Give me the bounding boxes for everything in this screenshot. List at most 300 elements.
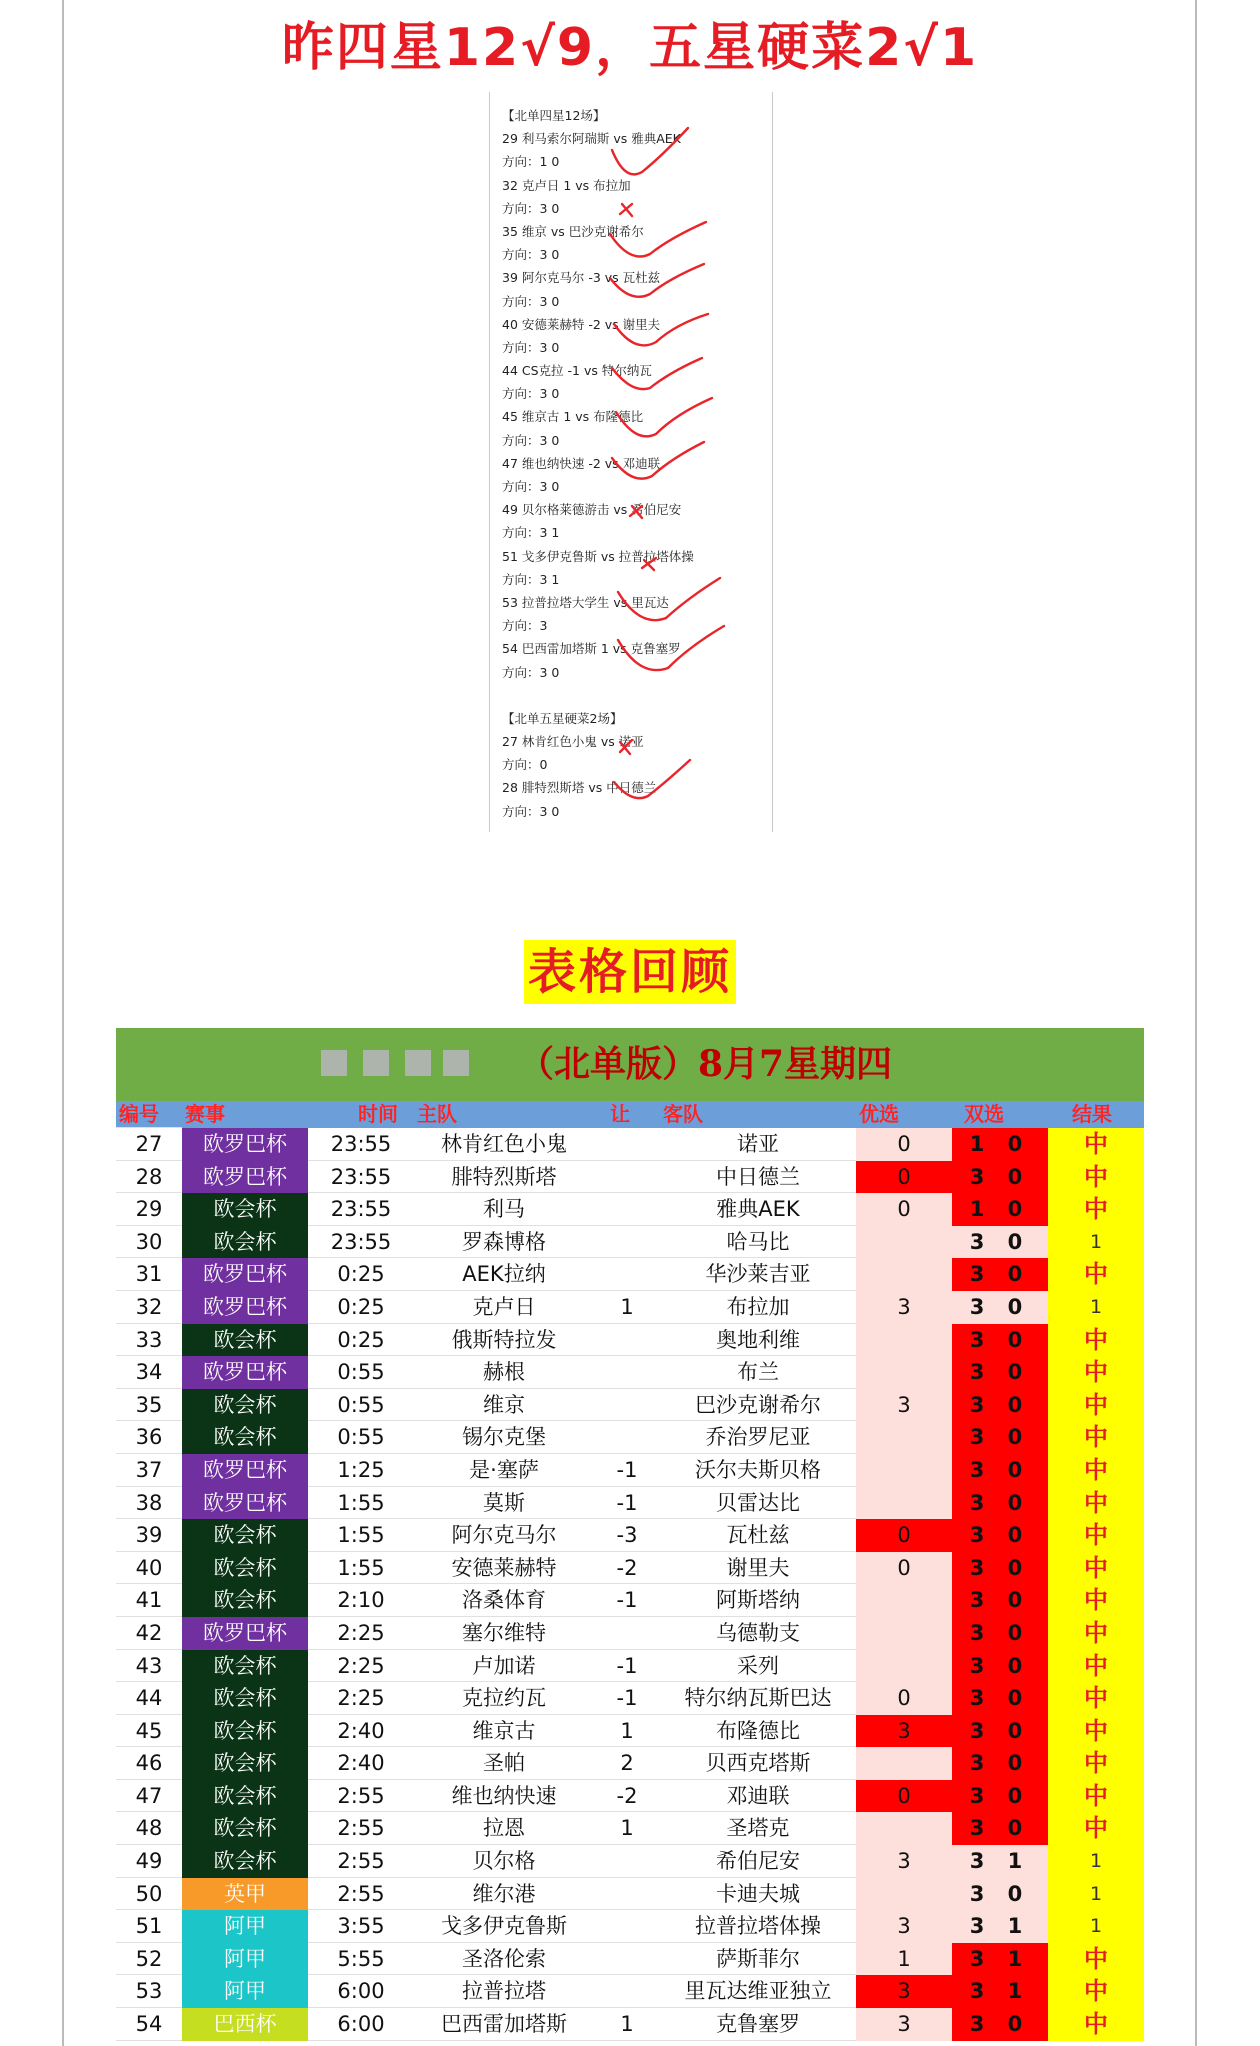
cell-event: 阿甲 xyxy=(182,1943,308,1976)
cell-event: 欧会杯 xyxy=(182,1324,308,1357)
cell-pick xyxy=(856,1324,952,1357)
header-no: 编号 xyxy=(116,1101,182,1128)
table-row xyxy=(116,1552,1144,1585)
cell-home-team: 卢加诺 xyxy=(414,1650,594,1683)
cell-result: 中 xyxy=(1048,1161,1144,1194)
cell-double-pick: 3 0 xyxy=(952,2008,1048,2041)
cell-handicap: -1 xyxy=(594,1682,660,1715)
cell-result: 1 xyxy=(1048,1291,1144,1324)
cell-double-pick: 3 1 xyxy=(952,1943,1048,1976)
cell-pick: 1 xyxy=(856,1943,952,1976)
note-line: 28 腓特烈斯塔 vs 中日德兰 xyxy=(502,780,657,796)
note-line: 方向：3 0 xyxy=(502,803,560,819)
cell-number: 43 xyxy=(116,1650,182,1683)
cell-away-team: 希伯尼安 xyxy=(660,1845,856,1878)
cell-away-team: 邓迪联 xyxy=(660,1780,856,1813)
cell-number: 52 xyxy=(116,1943,182,1976)
cell-away-team: 哈马比 xyxy=(660,1226,856,1259)
table-row xyxy=(116,1975,1144,2008)
cell-handicap: 2 xyxy=(594,1747,660,1780)
cell-handicap xyxy=(594,1356,660,1389)
cell-handicap xyxy=(594,1617,660,1650)
cell-result: 中 xyxy=(1048,1258,1144,1291)
note-line: 35 维京 vs 巴沙克谢希尔 xyxy=(502,223,644,239)
cell-time: 1:55 xyxy=(308,1519,414,1552)
cell-number: 31 xyxy=(116,1258,182,1291)
cell-number: 42 xyxy=(116,1617,182,1650)
headline: 昨四星12√9，五星硬菜2√1 xyxy=(281,18,979,78)
cell-pick xyxy=(856,1617,952,1650)
header-away: 客队 xyxy=(663,1102,703,1126)
cell-time: 5:55 xyxy=(308,1943,414,1976)
cell-home-team: 腓特烈斯塔 xyxy=(414,1161,594,1194)
cell-handicap xyxy=(594,1975,660,2008)
table-row xyxy=(116,1291,1144,1324)
cell-handicap: 1 xyxy=(594,1715,660,1748)
table-row xyxy=(116,1747,1144,1780)
cell-time: 23:55 xyxy=(308,1161,414,1194)
cell-handicap: -3 xyxy=(594,1519,660,1552)
check-mark-icon xyxy=(612,358,702,389)
cell-time: 0:25 xyxy=(308,1258,414,1291)
cell-pick: 3 xyxy=(856,2008,952,2041)
note-line: 29 利马索尔阿瑞斯 vs 雅典AEK xyxy=(502,131,681,147)
cell-number: 54 xyxy=(116,2008,182,2041)
cell-away-team: 布隆德比 xyxy=(660,1715,856,1748)
cell-time: 0:25 xyxy=(308,1291,414,1324)
cell-double-pick: 3 0 xyxy=(952,1291,1048,1324)
note-line: 【北单五星硬菜2场】 xyxy=(502,710,623,726)
cell-number: 39 xyxy=(116,1519,182,1552)
cell-event: 欧罗巴杯 xyxy=(182,1487,308,1520)
cell-number: 45 xyxy=(116,1715,182,1748)
cell-handicap: -1 xyxy=(594,1584,660,1617)
cell-pick: 3 xyxy=(856,1291,952,1324)
table-row xyxy=(116,1128,1144,1161)
cell-pick xyxy=(856,1878,952,1911)
cell-event: 欧会杯 xyxy=(182,1845,308,1878)
table-row xyxy=(116,1617,1144,1650)
cell-home-team: 安德莱赫特 xyxy=(414,1552,594,1585)
cell-home-team: 维也纳快速 xyxy=(414,1780,594,1813)
cell-pick: 3 xyxy=(856,1845,952,1878)
note-line: 51 戈多伊克鲁斯 vs 拉普拉塔体操 xyxy=(502,548,694,564)
cell-result: 中 xyxy=(1048,2008,1144,2041)
cell-number: 32 xyxy=(116,1291,182,1324)
cell-home-team: AEK拉纳 xyxy=(414,1258,594,1291)
cell-double-pick: 3 0 xyxy=(952,1389,1048,1422)
cell-home-team: 林肯红色小鬼 xyxy=(414,1128,594,1161)
note-line: 方向：3 0 xyxy=(502,479,560,494)
cell-result: 中 xyxy=(1048,1975,1144,2008)
cell-event: 欧会杯 xyxy=(182,1715,308,1748)
cell-time: 2:55 xyxy=(308,1780,414,1813)
table-row xyxy=(116,1715,1144,1748)
note-line: 40 安德莱赫特 -2 vs 谢里夫 xyxy=(502,316,661,332)
cell-home-team: 拉恩 xyxy=(414,1812,594,1845)
cell-event: 英甲 xyxy=(182,1878,308,1911)
cell-away-team: 拉普拉塔体操 xyxy=(660,1910,856,1943)
header-home: 主队 xyxy=(417,1102,457,1126)
cell-event: 欧会杯 xyxy=(182,1812,308,1845)
cell-number: 33 xyxy=(116,1324,182,1357)
check-mark-icon xyxy=(618,626,724,670)
note-line: 【北单四星12场】 xyxy=(502,108,606,123)
header-pick: 优选 xyxy=(859,1102,899,1126)
cell-handicap xyxy=(594,1324,660,1357)
cell-away-team: 奥地利维 xyxy=(660,1324,856,1357)
note-line: 方向：3 0 xyxy=(502,664,560,680)
note-line: 49 贝尔格莱德游击 vs 希伯尼安 xyxy=(502,502,682,518)
note-line: 方向：3 1 xyxy=(502,525,560,541)
cell-time: 0:25 xyxy=(308,1324,414,1357)
table-row xyxy=(116,1519,1144,1552)
table-row xyxy=(116,1943,1144,1976)
cell-time: 2:40 xyxy=(308,1747,414,1780)
cell-result: 1 xyxy=(1048,1910,1144,1943)
cell-event: 巴西杯 xyxy=(182,2008,308,2041)
cell-number: 41 xyxy=(116,1584,182,1617)
cell-result: 中 xyxy=(1048,1552,1144,1585)
cell-number: 50 xyxy=(116,1878,182,1911)
cell-home-team: 圣帕 xyxy=(414,1747,594,1780)
cell-event: 欧罗巴杯 xyxy=(182,1128,308,1161)
cell-pick xyxy=(856,1356,952,1389)
cell-handicap: 1 xyxy=(594,1291,660,1324)
cell-home-team: 维京古 xyxy=(414,1715,594,1748)
cell-handicap xyxy=(594,1389,660,1422)
cell-event: 欧会杯 xyxy=(182,1193,308,1226)
cell-pick: 3 xyxy=(856,1975,952,2008)
cell-away-team: 里瓦达维亚独立 xyxy=(660,1975,856,2008)
cell-handicap xyxy=(594,1878,660,1911)
cell-time: 2:25 xyxy=(308,1682,414,1715)
table-row xyxy=(116,1910,1144,1943)
cell-handicap: 1 xyxy=(594,1812,660,1845)
header-result: 结果 xyxy=(1072,1102,1112,1126)
cell-result: 中 xyxy=(1048,1454,1144,1487)
cell-number: 34 xyxy=(116,1356,182,1389)
cell-time: 6:00 xyxy=(308,1975,414,2008)
cell-result: 中 xyxy=(1048,1487,1144,1520)
cell-number: 46 xyxy=(116,1747,182,1780)
cell-double-pick: 1 0 xyxy=(952,1128,1048,1161)
cell-event: 欧会杯 xyxy=(182,1421,308,1454)
cell-double-pick: 1 0 xyxy=(952,1193,1048,1226)
cell-pick: 3 xyxy=(856,1389,952,1422)
cell-home-team: 利马 xyxy=(414,1193,594,1226)
cell-double-pick: 3 0 xyxy=(952,1780,1048,1813)
cell-time: 1:25 xyxy=(308,1454,414,1487)
cell-pick xyxy=(856,1421,952,1454)
cell-home-team: 赫根 xyxy=(414,1356,594,1389)
cell-result: 1 xyxy=(1048,1845,1144,1878)
note-line: 方向：3 0 xyxy=(502,386,560,402)
cell-number: 37 xyxy=(116,1454,182,1487)
cell-home-team: 克卢日 xyxy=(414,1291,594,1324)
table-row xyxy=(116,1845,1144,1878)
cell-event: 欧会杯 xyxy=(182,1389,308,1422)
cell-pick xyxy=(856,1812,952,1845)
table-row xyxy=(116,1356,1144,1389)
cell-home-team: 塞尔维特 xyxy=(414,1617,594,1650)
note-line: 32 克卢日 1 vs 布拉加 xyxy=(502,177,631,193)
cell-double-pick: 3 0 xyxy=(952,1715,1048,1748)
cell-home-team: 锡尔克堡 xyxy=(414,1421,594,1454)
cell-handicap: -2 xyxy=(594,1552,660,1585)
cell-time: 3:55 xyxy=(308,1910,414,1943)
note-line: 45 维京古 1 vs 布隆德比 xyxy=(502,409,644,425)
cell-away-team: 布兰 xyxy=(660,1356,856,1389)
cell-time: 0:55 xyxy=(308,1389,414,1422)
cell-result: 中 xyxy=(1048,1650,1144,1683)
cell-double-pick: 3 0 xyxy=(952,1226,1048,1259)
table-row xyxy=(116,1584,1144,1617)
cell-handicap: -2 xyxy=(594,1780,660,1813)
cell-pick: 0 xyxy=(856,1193,952,1226)
cell-time: 2:10 xyxy=(308,1584,414,1617)
table-banner xyxy=(116,1028,1144,1101)
cell-time: 23:55 xyxy=(308,1226,414,1259)
cell-home-team: 俄斯特拉发 xyxy=(414,1324,594,1357)
left-border xyxy=(62,0,64,2046)
cell-event: 欧会杯 xyxy=(182,1552,308,1585)
cell-home-team: 贝尔格 xyxy=(414,1845,594,1878)
table-row xyxy=(116,1258,1144,1291)
cell-number: 40 xyxy=(116,1552,182,1585)
note-line: 53 拉普拉塔大学生 vs 里瓦达 xyxy=(502,594,669,610)
cross-mark-icon xyxy=(642,558,656,570)
cell-home-team: 莫斯 xyxy=(414,1487,594,1520)
review-title: 表格回顾 xyxy=(524,940,736,1004)
note-line: 方向：3 0 xyxy=(502,432,560,448)
cell-number: 51 xyxy=(116,1910,182,1943)
cell-away-team: 华沙莱吉亚 xyxy=(660,1258,856,1291)
table-row xyxy=(116,1878,1144,1911)
cell-double-pick: 3 0 xyxy=(952,1584,1048,1617)
cell-double-pick: 3 0 xyxy=(952,1421,1048,1454)
cell-result: 中 xyxy=(1048,1128,1144,1161)
cell-result: 中 xyxy=(1048,1421,1144,1454)
cell-result: 中 xyxy=(1048,1324,1144,1357)
cell-pick xyxy=(856,1454,952,1487)
check-mark-icon xyxy=(618,578,720,620)
cell-event: 欧会杯 xyxy=(182,1584,308,1617)
right-border xyxy=(1195,0,1197,2046)
cell-result: 中 xyxy=(1048,1617,1144,1650)
cell-away-team: 谢里夫 xyxy=(660,1552,856,1585)
cell-number: 30 xyxy=(116,1226,182,1259)
cell-home-team: 拉普拉塔 xyxy=(414,1975,594,2008)
cell-pick: 0 xyxy=(856,1780,952,1813)
cell-event: 欧罗巴杯 xyxy=(182,1161,308,1194)
cell-result: 中 xyxy=(1048,1193,1144,1226)
cell-number: 36 xyxy=(116,1421,182,1454)
cell-handicap xyxy=(594,1128,660,1161)
check-mark-icon xyxy=(616,398,712,436)
cell-pick: 0 xyxy=(856,1128,952,1161)
cell-double-pick: 3 0 xyxy=(952,1682,1048,1715)
cell-double-pick: 3 0 xyxy=(952,1519,1048,1552)
cell-result: 中 xyxy=(1048,1812,1144,1845)
cell-away-team: 阿斯塔纳 xyxy=(660,1584,856,1617)
note-line: 方向：1 0 xyxy=(502,154,560,170)
header-time: 时间 xyxy=(358,1102,398,1126)
cell-time: 2:55 xyxy=(308,1845,414,1878)
cell-pick: 0 xyxy=(856,1552,952,1585)
check-mark-icon xyxy=(610,222,706,257)
cell-handicap xyxy=(594,1910,660,1943)
cell-time: 23:55 xyxy=(308,1193,414,1226)
cell-pick: 0 xyxy=(856,1161,952,1194)
cell-handicap xyxy=(594,1226,660,1259)
note-line: 方向：3 0 xyxy=(502,247,560,263)
cell-number: 28 xyxy=(116,1161,182,1194)
table-row xyxy=(116,1487,1144,1520)
check-mark-icon xyxy=(614,314,708,345)
cell-number: 29 xyxy=(116,1193,182,1226)
cell-away-team: 乔治罗尼亚 xyxy=(660,1421,856,1454)
cell-number: 44 xyxy=(116,1682,182,1715)
note-line: 方向：3 1 xyxy=(502,571,560,587)
cell-result: 中 xyxy=(1048,1747,1144,1780)
cell-handicap: -1 xyxy=(594,1487,660,1520)
cell-time: 2:25 xyxy=(308,1650,414,1683)
cell-double-pick: 3 0 xyxy=(952,1650,1048,1683)
header-handicap: 让 xyxy=(610,1102,630,1126)
note-line: 27 林肯红色小鬼 vs 诺亚 xyxy=(502,734,644,750)
table-row xyxy=(116,1226,1144,1259)
cell-result: 中 xyxy=(1048,1356,1144,1389)
cell-double-pick: 3 0 xyxy=(952,1324,1048,1357)
cell-home-team: 是·塞萨 xyxy=(414,1454,594,1487)
cell-double-pick: 3 0 xyxy=(952,1356,1048,1389)
cell-pick: 0 xyxy=(856,1682,952,1715)
cell-time: 23:55 xyxy=(308,1128,414,1161)
cell-time: 2:55 xyxy=(308,1812,414,1845)
cell-time: 1:55 xyxy=(308,1487,414,1520)
cell-result: 中 xyxy=(1048,1584,1144,1617)
cell-number: 49 xyxy=(116,1845,182,1878)
cell-away-team: 巴沙克谢希尔 xyxy=(660,1389,856,1422)
cell-number: 48 xyxy=(116,1812,182,1845)
cell-home-team: 戈多伊克鲁斯 xyxy=(414,1910,594,1943)
cell-double-pick: 3 0 xyxy=(952,1747,1048,1780)
cell-result: 中 xyxy=(1048,1389,1144,1422)
cell-home-team: 洛桑体育 xyxy=(414,1584,594,1617)
cell-away-team: 布拉加 xyxy=(660,1291,856,1324)
note-line: 方向：3 xyxy=(502,618,548,634)
cell-away-team: 诺亚 xyxy=(660,1128,856,1161)
blurred-watermark xyxy=(321,1050,471,1080)
table-row xyxy=(116,1454,1144,1487)
cell-home-team: 维京 xyxy=(414,1389,594,1422)
cell-pick xyxy=(856,1487,952,1520)
cell-handicap: -1 xyxy=(594,1650,660,1683)
cell-pick xyxy=(856,1258,952,1291)
table-row xyxy=(116,1812,1144,1845)
cell-double-pick: 3 0 xyxy=(952,1812,1048,1845)
check-mark-icon xyxy=(614,760,690,798)
cell-event: 欧会杯 xyxy=(182,1780,308,1813)
note-line: 47 维也纳快速 -2 vs 邓迪联 xyxy=(502,455,661,471)
note-line: 39 阿尔克马尔 -3 vs 瓦杜兹 xyxy=(502,270,661,286)
cell-event: 阿甲 xyxy=(182,1910,308,1943)
cell-time: 6:00 xyxy=(308,2008,414,2041)
cell-event: 欧罗巴杯 xyxy=(182,1454,308,1487)
cell-event: 欧会杯 xyxy=(182,1226,308,1259)
cell-double-pick: 3 0 xyxy=(952,1454,1048,1487)
cell-double-pick: 3 1 xyxy=(952,1975,1048,2008)
cell-event: 欧会杯 xyxy=(182,1747,308,1780)
cell-away-team: 瓦杜兹 xyxy=(660,1519,856,1552)
cell-event: 欧罗巴杯 xyxy=(182,1356,308,1389)
cell-time: 0:55 xyxy=(308,1421,414,1454)
cell-result: 中 xyxy=(1048,1682,1144,1715)
table-body xyxy=(116,1128,1144,2041)
cell-home-team: 维尔港 xyxy=(414,1878,594,1911)
cell-pick: 3 xyxy=(856,1910,952,1943)
table-header xyxy=(116,1101,1144,1128)
header-event: 赛事 xyxy=(185,1102,225,1126)
table-row xyxy=(116,2008,1144,2041)
cell-pick: 0 xyxy=(856,1519,952,1552)
cell-double-pick: 3 0 xyxy=(952,1161,1048,1194)
cell-event: 欧罗巴杯 xyxy=(182,1258,308,1291)
cell-number: 47 xyxy=(116,1780,182,1813)
cell-pick xyxy=(856,1747,952,1780)
cell-away-team: 卡迪夫城 xyxy=(660,1878,856,1911)
cell-away-team: 乌德勒支 xyxy=(660,1617,856,1650)
cell-number: 35 xyxy=(116,1389,182,1422)
cell-result: 1 xyxy=(1048,1226,1144,1259)
cell-event: 欧会杯 xyxy=(182,1650,308,1683)
cell-event: 欧罗巴杯 xyxy=(182,1291,308,1324)
cell-away-team: 特尔纳瓦斯巴达 xyxy=(660,1682,856,1715)
cell-double-pick: 3 1 xyxy=(952,1845,1048,1878)
cell-time: 2:25 xyxy=(308,1617,414,1650)
cell-double-pick: 3 0 xyxy=(952,1878,1048,1911)
cell-event: 阿甲 xyxy=(182,1975,308,2008)
cell-pick xyxy=(856,1226,952,1259)
check-marks-overlay xyxy=(490,92,772,832)
note-line: 方向：3 0 xyxy=(502,293,560,309)
cell-event: 欧会杯 xyxy=(182,1519,308,1552)
table-row xyxy=(116,1780,1144,1813)
check-mark-icon xyxy=(610,264,704,297)
cell-double-pick: 3 0 xyxy=(952,1617,1048,1650)
review-title-wrap xyxy=(0,940,1260,1004)
cell-double-pick: 3 1 xyxy=(952,1910,1048,1943)
cross-mark-icon xyxy=(620,740,632,754)
cell-result: 中 xyxy=(1048,1519,1144,1552)
cell-pick xyxy=(856,1584,952,1617)
cell-home-team: 阿尔克马尔 xyxy=(414,1519,594,1552)
cell-home-team: 圣洛伦索 xyxy=(414,1943,594,1976)
cell-double-pick: 3 0 xyxy=(952,1258,1048,1291)
note-line: 54 巴西雷加塔斯 1 vs 克鲁塞罗 xyxy=(502,641,681,657)
cell-handicap: 1 xyxy=(594,2008,660,2041)
cell-double-pick: 3 0 xyxy=(952,1487,1048,1520)
cell-result: 中 xyxy=(1048,1943,1144,1976)
cell-away-team: 贝西克塔斯 xyxy=(660,1747,856,1780)
cell-number: 38 xyxy=(116,1487,182,1520)
cell-handicap: -1 xyxy=(594,1454,660,1487)
table-row xyxy=(116,1161,1144,1194)
check-mark-icon xyxy=(612,442,704,479)
cell-away-team: 采列 xyxy=(660,1650,856,1683)
cell-double-pick: 3 0 xyxy=(952,1552,1048,1585)
